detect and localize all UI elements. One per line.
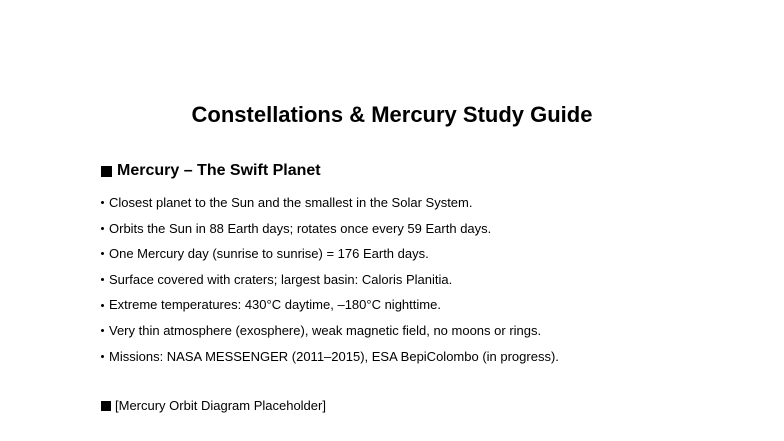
list-item-text: Missions: NASA MESSENGER (2011–2015), ESA BepiColombo (in progress). [109,348,559,364]
bullet-icon [101,278,104,281]
list-item-text: Orbits the Sun in 88 Earth days; rotates once every 59 Earth days. [109,220,492,236]
bullet-icon [101,355,104,358]
list-item-text: Surface covered with craters; largest basin: Caloris Planitia. [109,271,453,287]
bullet-icon [101,201,104,204]
list-item [101,190,559,216]
list-item-text: Very thin atmosphere (exosphere), weak magnetic field, no moons or rings. [109,322,542,338]
list-item [101,292,559,318]
list-item-text: One Mercury day (sunrise to sunrise) = 176 Earth days. [109,246,429,262]
page-title: Constellations & Mercury Study Guide [191,102,593,127]
placeholder-text: [Mercury Orbit Diagram Placeholder] [115,398,326,413]
black-square-icon [101,166,112,177]
black-square-icon [101,401,111,411]
list-item [101,344,559,370]
section-heading [101,160,321,182]
bullet-icon [101,304,104,307]
list-item [101,241,559,267]
section-heading-text: Mercury – The Swift Planet [117,162,321,179]
list-item [101,318,559,344]
bullet-list [101,190,559,369]
bullet-icon [101,252,104,255]
list-item-text: Extreme temperatures: 430°C daytime, –180°C nighttime. [109,297,441,313]
bullet-icon [101,227,104,230]
bullet-icon [101,329,104,332]
list-item [101,216,559,242]
orbit-diagram-placeholder [101,396,326,416]
list-item [101,267,559,293]
list-item-text: Closest planet to the Sun and the smallest in the Solar System. [109,195,473,210]
